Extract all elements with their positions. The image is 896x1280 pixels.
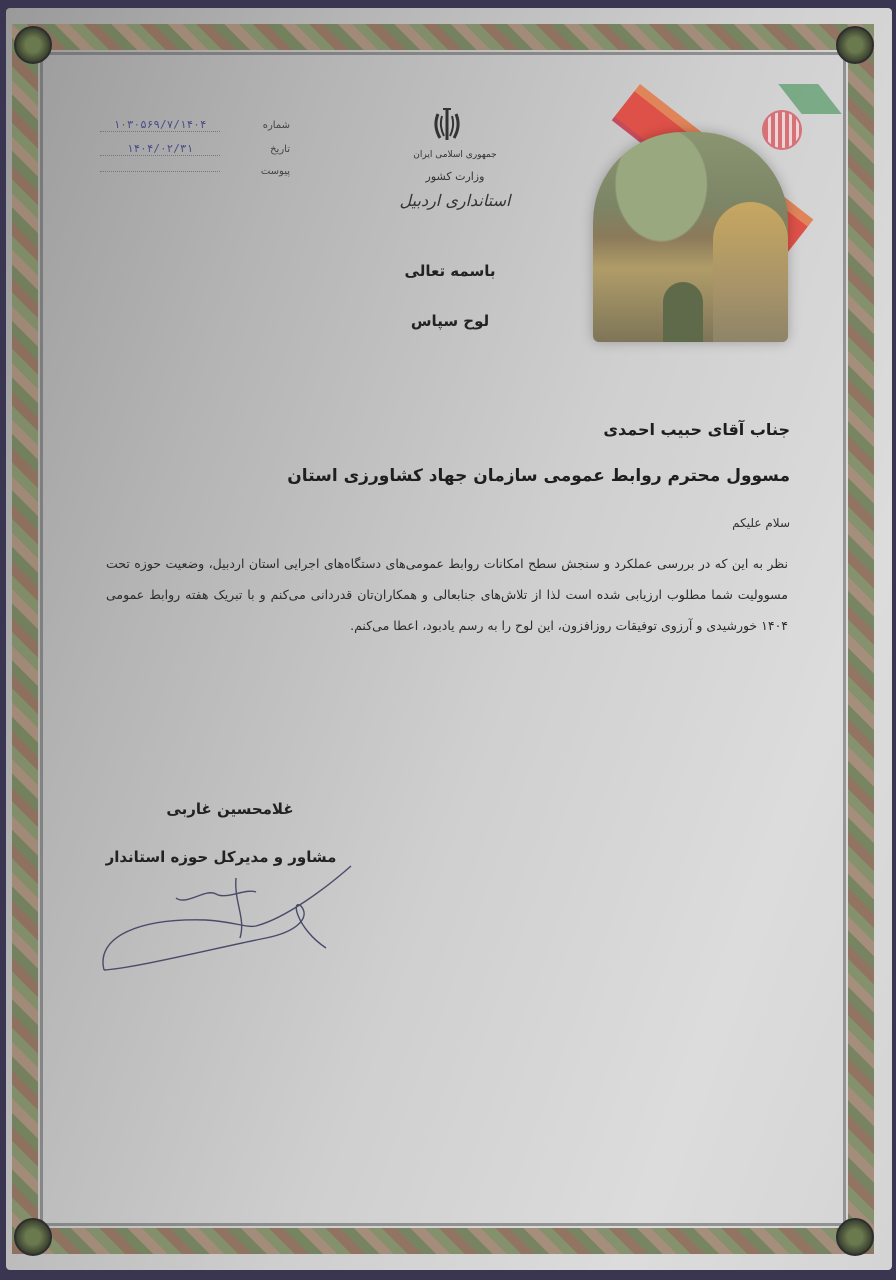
reference-number-row bbox=[100, 118, 290, 132]
letterhead-country: جمهوری اسلامی ایران bbox=[413, 150, 497, 160]
signatory-name: غلامحسین غاربی bbox=[166, 800, 294, 818]
corner-ornament-icon bbox=[14, 1218, 52, 1256]
addressee-title: مسوول محترم روابط عمومی سازمان جهاد کشاورزی استان bbox=[287, 466, 790, 486]
mausoleum-photo bbox=[593, 132, 788, 342]
addressee-name: جناب آقای حبیب احمدی bbox=[603, 420, 790, 439]
reference-attachment-label: پیوست bbox=[260, 166, 290, 177]
signatory-role: مشاور و مدیرکل حوزه استاندار bbox=[105, 848, 337, 866]
handwritten-signature-icon bbox=[96, 858, 356, 978]
arch-doorway-image bbox=[663, 282, 703, 342]
letterhead bbox=[380, 150, 530, 210]
reference-date-label: تاریخ bbox=[270, 143, 290, 155]
bismillah-heading: باسمه تعالی bbox=[404, 262, 496, 280]
certificate-title: لوح سپاس bbox=[410, 312, 490, 330]
corner-ornament-icon bbox=[836, 26, 874, 64]
flag-emblem-icon bbox=[762, 110, 802, 150]
reference-date-row bbox=[100, 142, 290, 156]
corner-ornament-icon bbox=[836, 1218, 874, 1256]
reference-number-label: شماره bbox=[262, 119, 290, 131]
reference-block bbox=[100, 118, 290, 187]
body-paragraph: نظر به این که در بررسی عملکرد و سنجش سطح امکانات روابط عمومی‌های دستگاه‌های اجرایی استان اردبیل، وضعیت حوزه تحت مسوولیت شما مطلوب ارزیابی شده است لذا از تلاش‌های جنابعالی و همکاران‌تان قدردانی می‌کنم و با تبریک هفته روابط عمومی ۱۴۰۴ خورشیدی و آرزوی توفیقات روزافزون، این لوح را به رسم یادبود، اعطا می‌کنم. bbox=[106, 556, 788, 633]
corner-ornament-icon bbox=[14, 26, 52, 64]
reference-attachment-value bbox=[100, 171, 220, 172]
letterhead-governorate: استانداری اردبیل bbox=[399, 191, 511, 210]
greeting-text: سلام علیکم bbox=[732, 516, 790, 530]
golden-dome-image bbox=[713, 202, 788, 342]
reference-date-value: ۱۴۰۴/۰۲/۳۱ bbox=[100, 142, 220, 156]
reference-number-value: ۱۰۳۰۵۶۹/۷/۱۴۰۴ bbox=[100, 118, 220, 132]
reference-attachment-row bbox=[100, 166, 290, 177]
iran-emblem-icon bbox=[432, 106, 462, 146]
letterhead-ministry: وزارت کشور bbox=[425, 170, 485, 183]
